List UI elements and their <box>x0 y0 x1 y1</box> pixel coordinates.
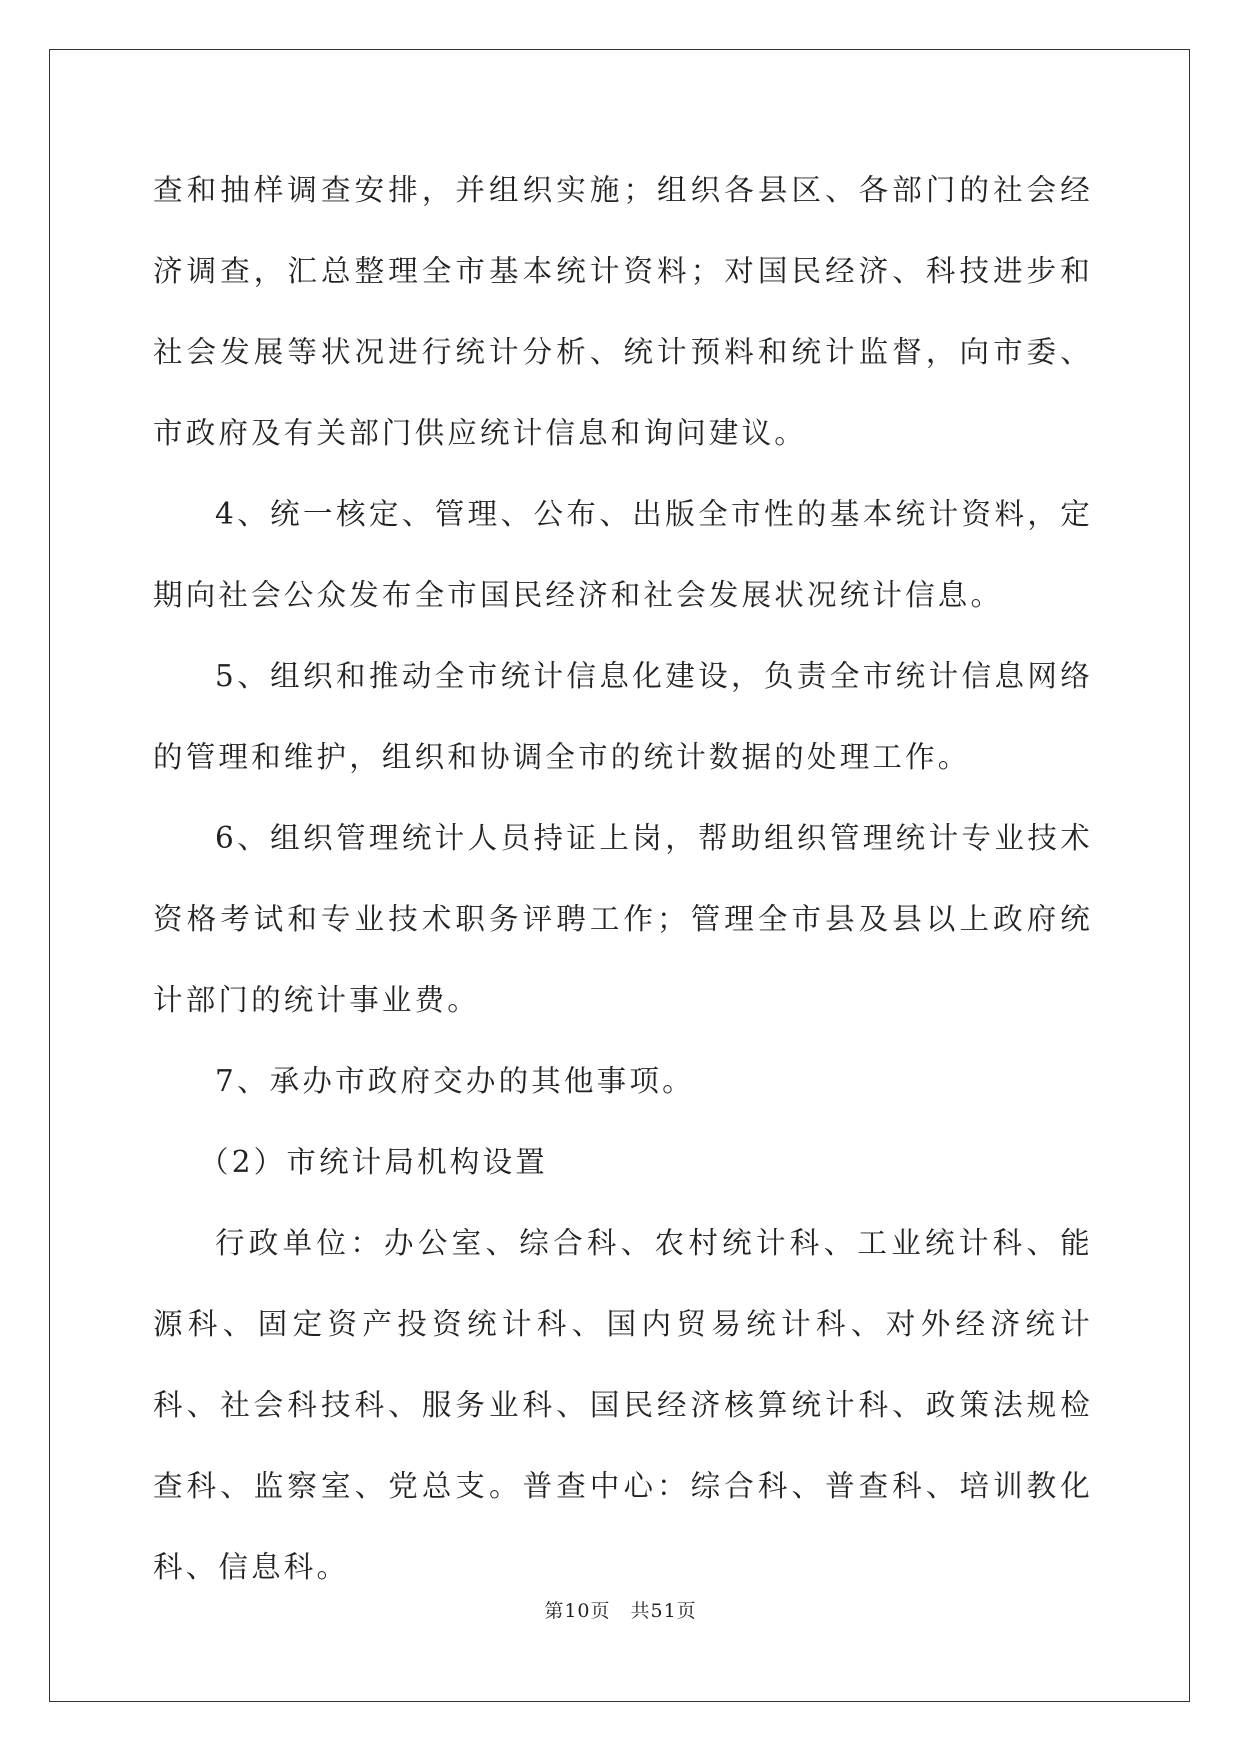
page-number: 第10页 共51页 <box>544 1600 697 1622</box>
paragraph-item-4: 4、统一核定、管理、公布、出版全市性的基本统计资料，定期向社会公众发布全市国民经济和社会发展状况统计信息。 <box>153 497 1093 612</box>
paragraph-item-7: 7、承办市政府交办的其他事项。 <box>215 1064 695 1098</box>
paragraph-org-units: 行政单位：办公室、综合科、农村统计科、工业统计科、能源科、固定资产投资统计科、国内贸易统计科、对外经济统计科、社会科技科、服务业科、国民经济核算统计科、政策法规检查科、监察室、党总支。普查中心：综合科、普查科、培训教化科、信息科。 <box>153 1226 1093 1584</box>
paragraph-item-6: 6、组织管理统计人员持证上岗，帮助组织管理统计专业技术资格考试和专业技术职务评聘工作；管理全市县及县以上政府统计部门的统计事业费。 <box>153 821 1093 1017</box>
paragraph-continuation: 查和抽样调查安排，并组织实施；组织各县区、各部门的社会经济调查，汇总整理全市基本统计资料；对国民经济、科技进步和社会发展等状况进行统计分析、统计预料和统计监督，向市委、市政府及有关部门供应统计信息和询问建议。 <box>153 173 1093 450</box>
page-footer <box>0 1596 1241 1623</box>
section-heading: （2）市统计局机构设置 <box>199 1145 548 1179</box>
paragraph-item-5: 5、组织和推动全市统计信息化建设，负责全市统计信息网络的管理和维护，组织和协调全市的统计数据的处理工作。 <box>153 659 1093 774</box>
document-body <box>153 150 1093 1608</box>
